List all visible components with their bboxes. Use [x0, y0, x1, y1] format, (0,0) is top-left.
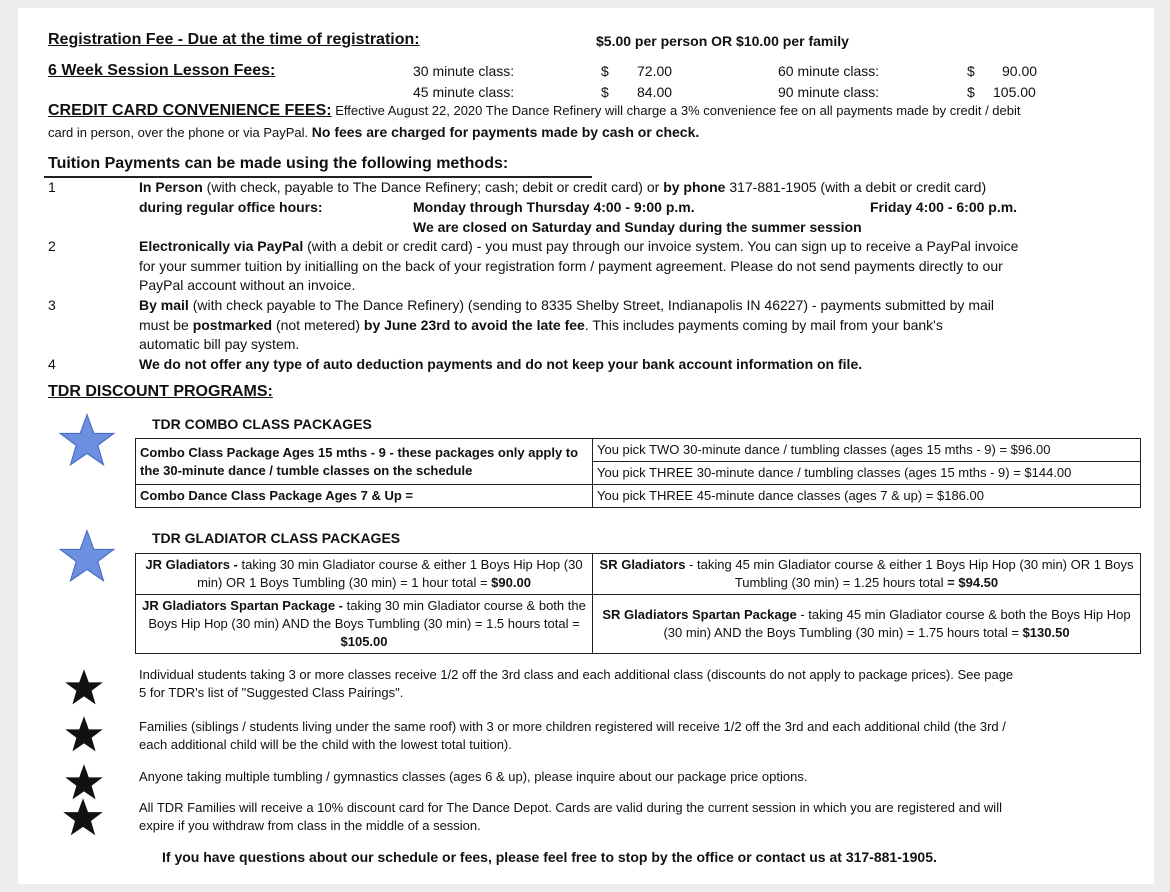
credit-card-text: card in person, over the phone or via PayPal. [48, 125, 312, 140]
gladiator-cell [136, 595, 593, 654]
package-name: SR Gladiators Spartan Package [602, 607, 797, 622]
office-hours-label: during regular office hours: [139, 199, 323, 215]
table-row [136, 595, 1141, 654]
credit-card-bold: No fees are charged for payments made by cash or check. [311, 124, 700, 140]
package-text: - taking 45 min Gladiator course & either 1 Boys Hip Hop (30 min) OR 1 Boys Tumbling (30 min) = 1.25 hours total [685, 557, 1134, 590]
method-number: 3 [48, 297, 56, 313]
method-bold: Electronically via PayPal [139, 238, 304, 254]
discounts-heading: TDR DISCOUNT PROGRAMS: [48, 383, 273, 400]
method-text: (with a debit or credit card) - you must pay through our invoice system. You can sign up to receive a PayPal invoice [303, 238, 1019, 254]
registration-value: $5.00 per person OR $10.00 per family [596, 33, 849, 49]
discount-note: each additional child will be the child with the lowest total tuition). [139, 737, 512, 752]
package-name: JR Gladiators - [145, 557, 238, 572]
combo-right-cell: You pick THREE 45-minute dance classes (ages 7 & up) = $186.00 [593, 485, 1141, 508]
credit-card-text: Effective August 22, 2020 The Dance Refinery will charge a 3% convenience fee on all payments made by credit / debit [331, 103, 1021, 118]
credit-card-heading: CREDIT CARD CONVENIENCE FEES: [48, 102, 332, 119]
combo-right-cell: You pick TWO 30-minute dance / tumbling classes (ages 15 mths - 9) = $96.00 [593, 439, 1141, 462]
office-hours-friday: Friday 4:00 - 6:00 p.m. [870, 199, 1018, 215]
combo-table [135, 438, 1141, 508]
fee-amount: 72.00 [637, 63, 673, 79]
combo-title: TDR COMBO CLASS PACKAGES [152, 416, 372, 432]
fee-class-label: 60 minute class: [778, 63, 880, 79]
office-hours-weekday: Monday through Thursday 4:00 - 9:00 p.m. [413, 199, 695, 215]
fee-class-label: 30 minute class: [413, 63, 515, 79]
method-3-line-2 [139, 317, 943, 333]
method-text: must be [139, 317, 193, 333]
gladiator-cell [593, 554, 1141, 595]
method-2-line-1 [139, 238, 1018, 254]
package-text: taking 30 min Gladiator course & either 1 Boys Hip Hop (30 min) OR 1 Boys Tumbling (30 min) = 1 hour total = [197, 557, 583, 590]
fee-amount: 90.00 [1002, 63, 1038, 79]
table-row [136, 439, 1141, 462]
method-text: . This includes payments coming by mail from your bank's [584, 317, 943, 333]
gladiator-cell [593, 595, 1141, 654]
footer-contact: If you have questions about our schedule or fees, please feel free to stop by the office or contact us at 317-881-1905. [162, 849, 937, 865]
fee-dollar: $ [601, 63, 609, 79]
package-text: - taking 45 min Gladiator course & both the Boys Hip Hop (30 min) AND the Boys Tumbling (30 min) = 1.75 hours total = [663, 607, 1131, 640]
method-bold: In Person [139, 179, 203, 195]
blue-star-icon [58, 413, 116, 467]
method-number: 1 [48, 179, 56, 195]
method-bold: By mail [139, 297, 189, 313]
package-text: taking 30 min Gladiator course & both the Boys Hip Hop (30 min) AND the Boys Tumbling (30 min) = 1.5 hours total = [148, 598, 586, 631]
fee-document [18, 8, 1154, 884]
table-row [136, 554, 1141, 595]
method-text: 317-881-1905 (with a debit or credit card) [725, 179, 987, 195]
method-text: (with check, payable to The Dance Refinery; cash; debit or credit card) or [202, 179, 664, 195]
fee-amount: 105.00 [993, 84, 1036, 100]
credit-card-line-1 [48, 102, 1021, 120]
fee-class-label: 90 minute class: [778, 84, 880, 100]
discount-note: expire if you withdraw from class in the middle of a session. [139, 818, 481, 833]
registration-label: Registration Fee - Due at the time of registration: [48, 31, 420, 48]
method-number: 2 [48, 238, 56, 254]
table-row [136, 485, 1141, 508]
gladiator-table [135, 553, 1141, 654]
fee-class-label: 45 minute class: [413, 84, 515, 100]
method-3-line-1 [139, 297, 994, 313]
package-name: JR Gladiators Spartan Package - [142, 598, 344, 613]
package-price: $105.00 [340, 634, 388, 649]
session-fees-label: 6 Week Session Lesson Fees: [48, 62, 276, 79]
gladiator-cell [136, 554, 593, 595]
discount-note: Families (siblings / students living under the same roof) with 3 or more children registered will receive 1/2 off the 3rd and each additional child (the 3rd / [139, 719, 1006, 734]
method-1-line-1 [139, 179, 986, 195]
package-price: $90.00 [491, 575, 531, 590]
fee-dollar: $ [967, 63, 975, 79]
fee-dollar: $ [967, 84, 975, 100]
fee-amount: 84.00 [637, 84, 673, 100]
black-star-icon [64, 668, 104, 706]
method-text: (not metered) [272, 317, 364, 333]
method-3-line-3: automatic bill pay system. [139, 336, 300, 352]
method-bold: by phone [663, 179, 726, 195]
method-number: 4 [48, 356, 56, 372]
method-bold: by June 23rd to avoid the late fee [363, 317, 585, 333]
tuition-divider [44, 176, 592, 178]
package-price: = $94.50 [947, 575, 999, 590]
tuition-heading: Tuition Payments can be made using the following methods: [48, 155, 509, 172]
method-2-line-2: for your summer tuition by initialling on the back of your registration form / payment agreement. Please do not send payments directly to our [139, 258, 1003, 274]
package-name: SR Gladiators [599, 557, 686, 572]
combo-left-cell: Combo Class Package Ages 15 mths - 9 - these packages only apply to the 30-minute dance / tumble classes on the schedule [136, 439, 593, 485]
discount-note: Individual students taking 3 or more classes receive 1/2 off the 3rd class and each additional class (discounts do not apply to package prices). See page [139, 667, 1014, 682]
combo-right-cell: You pick THREE 30-minute dance / tumbling classes (ages 15 mths - 9) = $144.00 [593, 462, 1141, 485]
discount-note: All TDR Families will receive a 10% discount card for The Dance Depot. Cards are valid during the current session in which you are registered and will [139, 800, 1002, 815]
black-star-icon [62, 797, 104, 837]
gladiator-title: TDR GLADIATOR CLASS PACKAGES [152, 530, 401, 546]
closed-notice: We are closed on Saturday and Sunday during the summer session [413, 219, 862, 235]
credit-card-line-2 [48, 124, 699, 142]
black-star-icon [64, 763, 104, 801]
combo-left-cell: Combo Dance Class Package Ages 7 & Up = [136, 485, 593, 508]
package-price: $130.50 [1022, 625, 1070, 640]
method-4-text: We do not offer any type of auto deduction payments and do not keep your bank account information on file. [139, 356, 863, 372]
method-text: (with check payable to The Dance Refinery) (sending to 8335 Shelby Street, Indianapolis IN 46227) - payments submitted by mail [188, 297, 994, 313]
discount-note: Anyone taking multiple tumbling / gymnastics classes (ages 6 & up), please inquire about our package price options. [139, 769, 808, 784]
black-star-icon [64, 715, 104, 753]
discount-note: 5 for TDR's list of "Suggested Class Pairings". [139, 685, 404, 700]
method-2-line-3: PayPal account without an invoice. [139, 277, 356, 293]
blue-star-icon [58, 529, 116, 583]
fee-dollar: $ [601, 84, 609, 100]
method-bold: postmarked [192, 317, 273, 333]
